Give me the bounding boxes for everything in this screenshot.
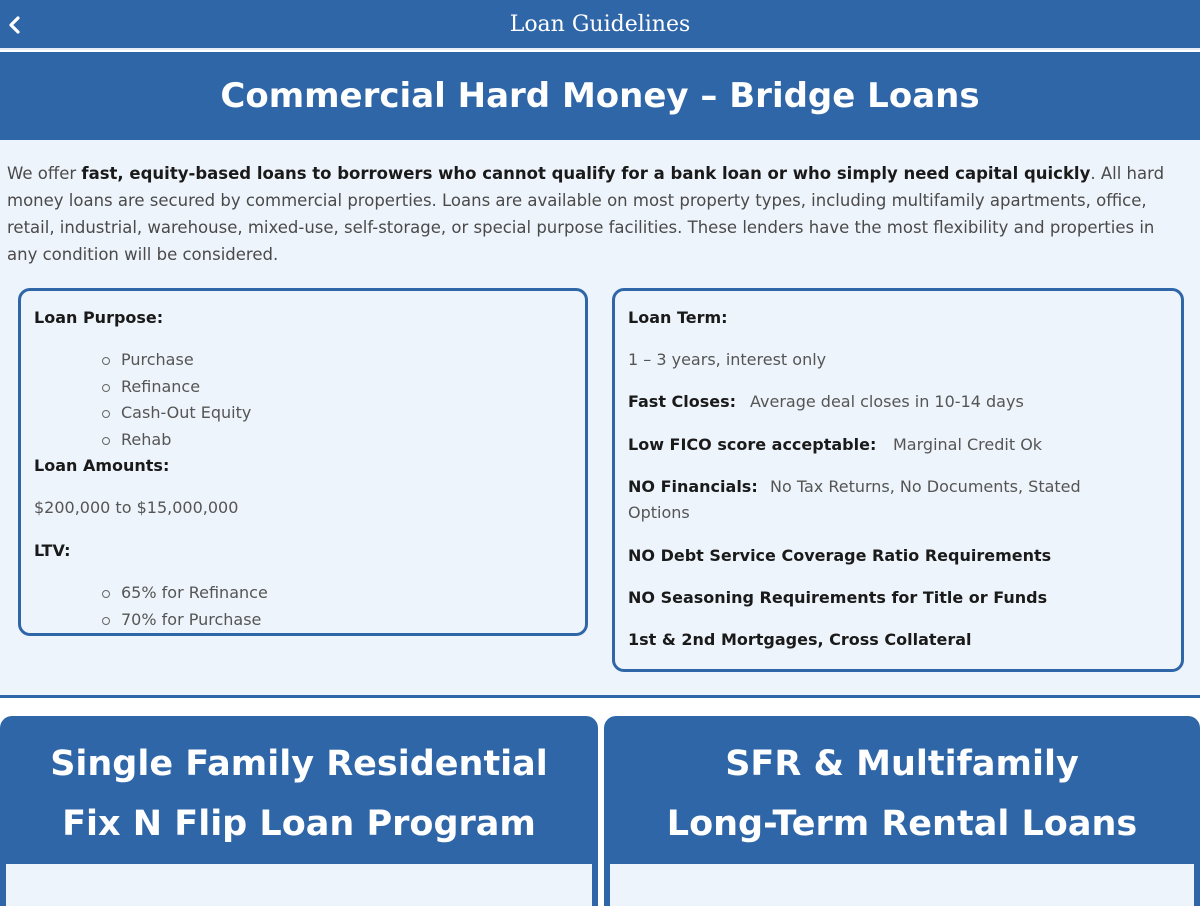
nav-bar <box>0 0 1200 50</box>
nav-title: Loan Guidelines <box>509 12 691 37</box>
fico-value: Marginal Credit Ok <box>893 435 1043 454</box>
fico-label: Low FICO score acceptable: <box>628 435 877 454</box>
tile-title-line1: SFR & Multifamily <box>725 744 1079 784</box>
tile-title-line2: Long-Term Rental Loans <box>666 804 1138 844</box>
rental-loans-program-tile[interactable] <box>604 716 1200 906</box>
list-item: Rehab <box>102 427 251 454</box>
section-title: Commercial Hard Money – Bridge Loans <box>220 76 980 116</box>
tile-title-line1: Single Family Residential <box>50 744 548 784</box>
intro-bold: fast, equity-based loans to borrowers who cannot qualify for a bank loan or who simply need capital quickly <box>81 164 1091 183</box>
tile-title-line2: Fix N Flip Loan Program <box>62 804 536 844</box>
mortgages-label: 1st & 2nd Mortgages, Cross Collateral <box>628 630 972 649</box>
financials-label: NO Financials: <box>628 477 758 496</box>
ltv-label: LTV: <box>34 541 71 560</box>
loan-term-value: 1 – 3 years, interest only <box>628 350 827 369</box>
loan-terms-card <box>612 288 1184 672</box>
loan-term-label: Loan Term: <box>628 308 728 327</box>
section-banner <box>0 52 1200 140</box>
fast-closes-label: Fast Closes: <box>628 392 737 411</box>
loan-purpose-card <box>18 288 588 636</box>
list-item: 65% for Refinance <box>102 580 268 607</box>
list-item: 70% for Purchase <box>102 607 268 634</box>
commercial-bridge-loans-section <box>0 52 1200 698</box>
loan-purpose-label: Loan Purpose: <box>34 308 164 327</box>
list-item: Purchase <box>102 347 251 374</box>
loan-amounts-label: Loan Amounts: <box>34 456 170 475</box>
seasoning-label: NO Seasoning Requirements for Title or Funds <box>628 588 1048 607</box>
dscr-label: NO Debt Service Coverage Ratio Requirements <box>628 546 1052 565</box>
list-item: Refinance <box>102 374 251 401</box>
ltv-list <box>102 580 268 633</box>
loan-amounts-value: $200,000 to $15,000,000 <box>34 498 239 517</box>
intro-paragraph <box>7 160 1187 268</box>
list-item: Cash-Out Equity <box>102 400 251 427</box>
intro-lead: We offer <box>7 164 82 183</box>
fix-n-flip-program-tile[interactable] <box>0 716 598 906</box>
loan-purpose-list <box>102 347 251 453</box>
fast-closes-value: Average deal closes in 10-14 days <box>750 392 1024 411</box>
financials-value: No Tax Returns, No Documents, Stated <box>770 477 1081 496</box>
financials-value-cont: Options <box>628 503 690 522</box>
intro-rest: . All hard money loans are secured by commercial properties. Loans are available on most property types, including multifamily apartments, office, retail, industrial, warehouse, mixed-use, self-storage, or special purpose facilities. These lenders have the most flexibility and properties in any condition will be considered. <box>7 164 1165 264</box>
